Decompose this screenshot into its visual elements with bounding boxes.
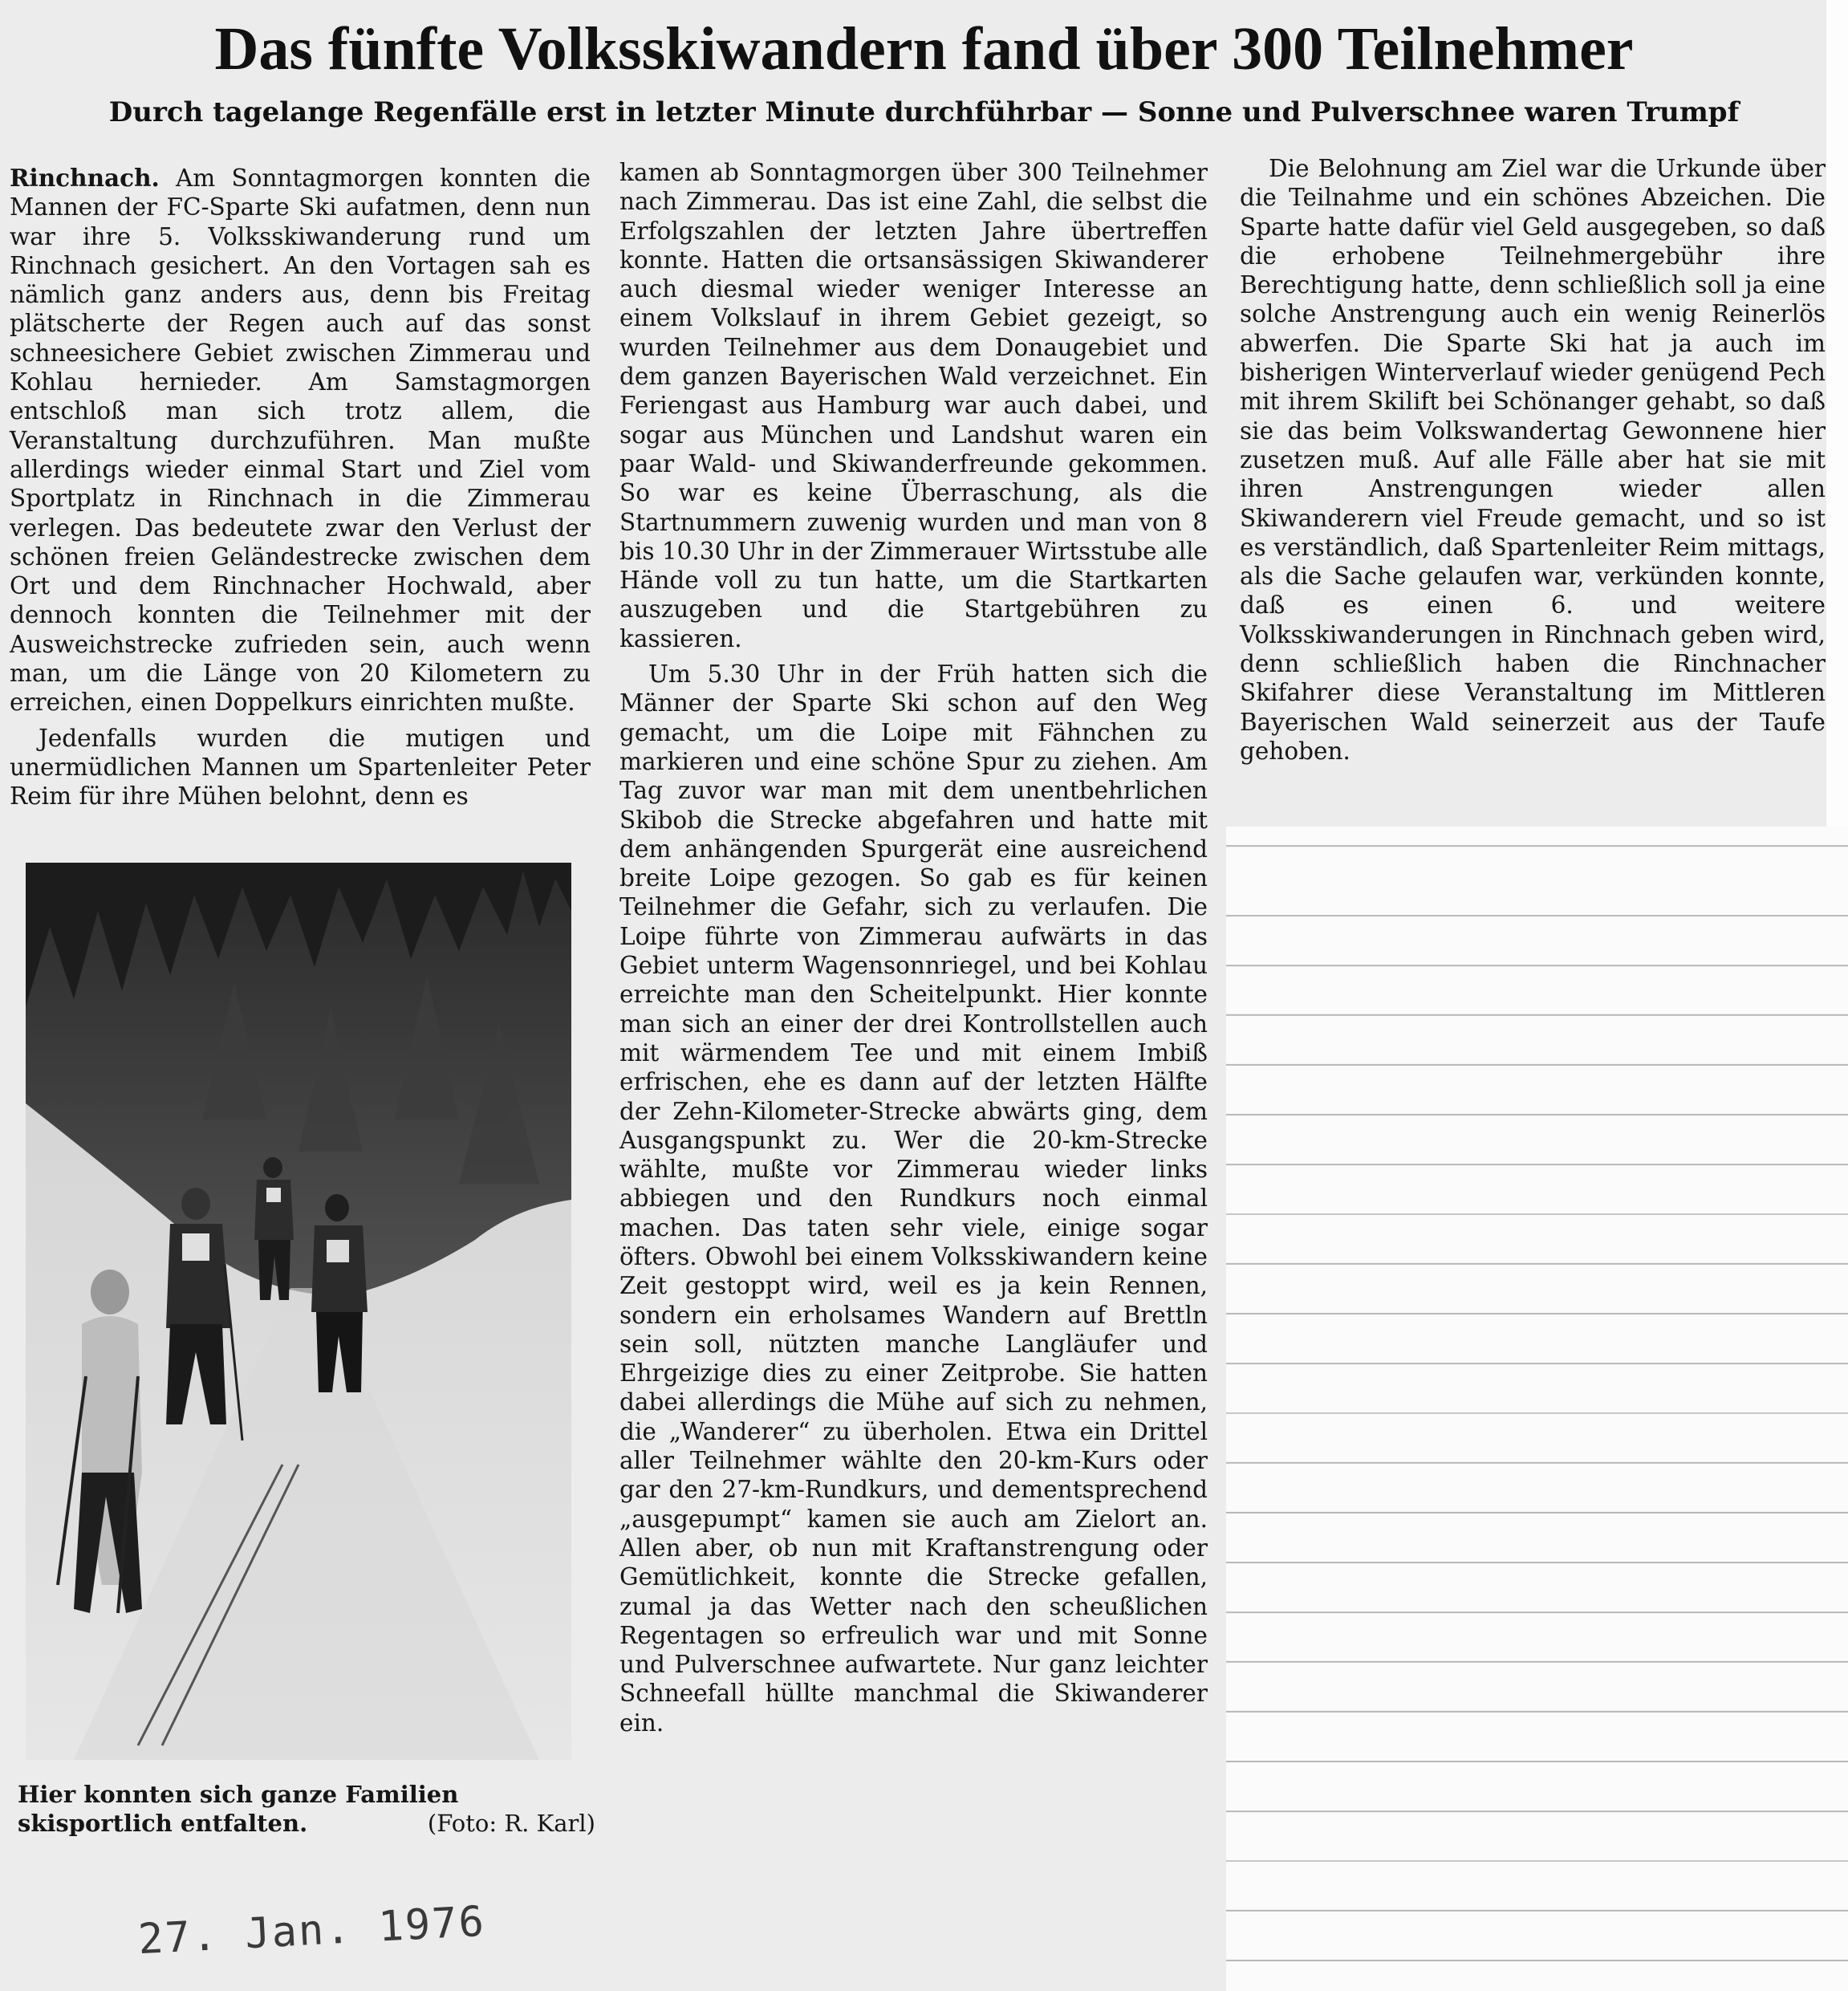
paragraph: Um 5.30 Uhr in der Früh hatten sich die Männer der Sparte Ski schon auf den Weg gemacht, um die Loipe mit Fähnchen zu markieren und eine schöne Spur zu ziehen. Am Tag zuvor war man mit dem unentbehrlichen Skibob die Strecke abgefahren und hatte mit dem anhängenden Spurgerät eine ausreichend breite Loipe gezogen. So gab es für keinen Teilnehmer die Gefahr, sich zu verlaufen. Die Loipe führte von Zimmerau aufwärts in das Gebiet unterm Wagensonnriegel, und bei Kohlau erreichte man den Scheitelpunkt. Hier konnte man sich an einer der drei Kontrollstellen auch mit wärmendem Tee und mit einem Imbiß erfrischen, ehe es dann auf der letzten Hälfte der Zehn-Kilometer-Strecke abwärts ging, dem Ausgangspunkt zu. Wer die 20-km-Strecke wählte, mußte vor Zimmerau wieder links abbiegen und den Rundkurs noch einmal machen. Das taten sehr viele, einige sogar öfters. Obwohl bei einem Volksskiwandern keine Zeit gestoppt wird, weil es ja kein Rennen, sondern ein erholsames Wandern auf Brettln sein soll, nützten manche Langläufer und Ehrgeizige dies zu einer Zeitprobe. Sie hatten dabei allerdings die Mühe auf sich zu nehmen, die „Wanderer“ zu überholen. Etwa ein Drittel aller Teilnehmer wählte den 20-km-Kurs oder gar den 27-km-Rundkurs, und dementsprechend „ausgepumpt“ kamen sie auch am Zielort an. Allen aber, ob nun mit Kraftanstrengung oder Gemütlichkeit, konnte die Strecke gefallen, zumal ja das Wetter nach den scheußlichen Regentagen so erfreulich war und mit Sonne und Pulverschnee aufwartete. Nur ganz leichter Schneefall hüllte manchmal die Skiwanderer ein.: [619, 660, 1208, 1737]
date-stamp: 27. Jan. 1976: [136, 1897, 487, 1965]
paragraph: kamen ab Sonntagmorgen über 300 Teilnehmer nach Zimmerau. Das ist eine Zahl, die selbst die Erfolgszahlen der letzten Jahre übertreffen konnte. Hatten die ortsansässigen Skiwanderer auch diesmal wieder weniger Interesse an einem Volkslauf in ihrem Gebiet gezeigt, so wurden Teilnehmer aus dem Donaugebiet und dem ganzen Bayerischen Wald verzeichnet. Ein Feriengast aus Hamburg war auch dabei, und sogar aus München und Landshut waren ein paar Wald- und Skiwanderfreunde gekommen. So war es keine Überraschung, als die Startnummern zuwenig wurden und man von 8 bis 10.30 Uhr in der Zimmerauer Wirtsstube alle Hände voll zu tun hatte, um die Startkarten auszugeben und die Startgebühren zu kassieren.: [619, 159, 1208, 652]
paragraph: [10, 164, 591, 717]
photo-caption: [18, 1780, 595, 1838]
caption-text: Hier konnten sich ganze Familien skisportlich entfalten.: [18, 1781, 459, 1837]
ski-photo: [26, 863, 571, 1760]
dateline: Rinchnach.: [10, 164, 160, 192]
paragraph-text: Am Sonntagmorgen konnten die Mannen der FC-Sparte Ski aufatmen, denn nun war ihre 5. Volksskiwanderung rund um Rinchnach gesichert. An den Vortagen sah es nämlich ganz anders aus, denn bis Freitag plätscherte der Regen auch auf das sonst schneesichere Gebiet zwischen Zimmerau und Kohlau hernieder. Am Samstagmorgen entschloß man sich trotz allem, die Veranstaltung durchzuführen. Man mußte allerdings wieder einmal Start und Ziel vom Sportplatz in Rinchnach in die Zimmerau verlegen. Das bedeutete zwar den Verlust der schönen freien Geländestrecke zwischen dem Ort und dem Rinchnacher Hochwald, aber dennoch konnten die Teilnehmer mit der Ausweichstrecke zufrieden sein, auch wenn man, um die Länge von 20 Kilometern zu erreichen, einen Doppelkurs einrichten mußte.: [10, 165, 591, 717]
paragraph: Die Belohnung am Ziel war die Urkunde über die Teilnahme und ein schönes Abzeichen. Die Sparte hatte dafür viel Geld ausgegeben, so daß die erhobene Teilnehmergebühr ihre Berechtigung hatte, denn schließlich soll ja eine solche Anstrengung auch ein wenig Reinerlös abwerfen. Die Sparte Ski hat ja auch im bisherigen Winterverlauf wieder genügend Pech mit ihrem Skilift bei Schönanger gehabt, so daß sie das beim Volkswandertag Gewonnene hier zusetzen muß. Auf alle Fälle aber hat sie mit ihren Anstrengungen wieder allen Skiwanderern viel Freude gemacht, und so ist es verständlich, daß Spartenleiter Reim mittags, als die Sache gelaufen war, verkünden konnte, daß es einen 6. und weitere Volksskiwanderungen in Rinchnach geben wird, denn schließlich haben die Rinchnacher Skifahrer diese Veranstaltung im Mittleren Bayerischen Wald seinerzeit aus der Taufe gehoben.: [1240, 155, 1826, 765]
article-column-2: [619, 158, 1208, 1737]
article-column-3: [1240, 154, 1826, 766]
subheadline: Durch tagelange Regenfälle erst in letzter Minute durchführbar — Sonne und Pulverschnee waren Trumpf: [108, 96, 1740, 128]
paragraph: Jedenfalls wurden die mutigen und unermüdlichen Mannen um Spartenleiter Peter Reim für ihre Mühen belohnt, denn es: [10, 724, 591, 811]
photo-credit: (Foto: R. Karl): [427, 1810, 595, 1837]
lined-paper-background: [1226, 827, 1848, 1991]
headline: Das fünfte Volksskiwandern fand über 300 Teilnehmer: [214, 15, 1634, 83]
article-column-1: [10, 164, 591, 811]
